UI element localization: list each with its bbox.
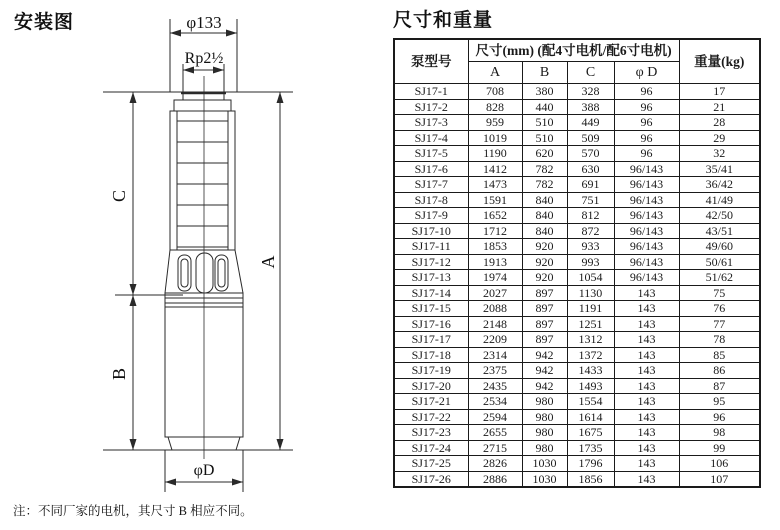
table-cell: 77 bbox=[679, 316, 760, 332]
table-cell: 42/50 bbox=[679, 208, 760, 224]
table-cell: 993 bbox=[567, 254, 614, 270]
table-cell: 96/143 bbox=[614, 192, 679, 208]
table-cell: 143 bbox=[614, 363, 679, 379]
table-cell: 35/41 bbox=[679, 161, 760, 177]
table-cell: 1030 bbox=[522, 456, 567, 472]
table-row bbox=[394, 347, 760, 363]
table-row bbox=[394, 440, 760, 456]
table-row bbox=[394, 208, 760, 224]
table-cell: SJ17-23 bbox=[394, 425, 468, 441]
table-cell: 1054 bbox=[567, 270, 614, 286]
table-cell: 95 bbox=[679, 394, 760, 410]
table-cell: 41/49 bbox=[679, 192, 760, 208]
table-cell: 1251 bbox=[567, 316, 614, 332]
table-cell: 143 bbox=[614, 456, 679, 472]
table-cell: 99 bbox=[679, 440, 760, 456]
table-cell: 570 bbox=[567, 146, 614, 162]
table-cell: 2027 bbox=[468, 285, 522, 301]
table-cell: 143 bbox=[614, 347, 679, 363]
table-cell: 1554 bbox=[567, 394, 614, 410]
table-cell: SJ17-9 bbox=[394, 208, 468, 224]
table-cell: 143 bbox=[614, 378, 679, 394]
table-cell: SJ17-20 bbox=[394, 378, 468, 394]
table-cell: 2826 bbox=[468, 456, 522, 472]
table-cell: 1030 bbox=[522, 471, 567, 487]
table-cell: 897 bbox=[522, 301, 567, 317]
installation-diagram bbox=[0, 0, 390, 525]
table-cell: 2594 bbox=[468, 409, 522, 425]
table-cell: SJ17-24 bbox=[394, 440, 468, 456]
table-cell: SJ17-22 bbox=[394, 409, 468, 425]
table-cell: 78 bbox=[679, 332, 760, 348]
table-cell: SJ17-26 bbox=[394, 471, 468, 487]
table-row bbox=[394, 223, 760, 239]
table-row bbox=[394, 161, 760, 177]
table-cell: 96 bbox=[614, 146, 679, 162]
table-cell: 43/51 bbox=[679, 223, 760, 239]
table-cell: 96/143 bbox=[614, 239, 679, 255]
table-cell: 96 bbox=[679, 409, 760, 425]
table-cell: 872 bbox=[567, 223, 614, 239]
table-cell: 96 bbox=[614, 99, 679, 115]
dimensions-weight-title: 尺寸和重量 bbox=[393, 10, 494, 31]
table-cell: 840 bbox=[522, 208, 567, 224]
table-cell: 1191 bbox=[567, 301, 614, 317]
table-row bbox=[394, 177, 760, 193]
table-cell: 1913 bbox=[468, 254, 522, 270]
table-cell: 933 bbox=[567, 239, 614, 255]
header-dim-d: φ D bbox=[614, 62, 679, 84]
table-cell: 897 bbox=[522, 316, 567, 332]
table-cell: 942 bbox=[522, 363, 567, 379]
table-cell: 96 bbox=[614, 130, 679, 146]
table-cell: 2314 bbox=[468, 347, 522, 363]
table-row bbox=[394, 378, 760, 394]
table-cell: 17 bbox=[679, 84, 760, 100]
header-model: 泵型号 bbox=[394, 39, 468, 84]
table-cell: SJ17-13 bbox=[394, 270, 468, 286]
table-cell: 96/143 bbox=[614, 208, 679, 224]
table-cell: 2886 bbox=[468, 471, 522, 487]
table-cell: 143 bbox=[614, 316, 679, 332]
table-cell: SJ17-17 bbox=[394, 332, 468, 348]
table-cell: 942 bbox=[522, 347, 567, 363]
table-cell: 620 bbox=[522, 146, 567, 162]
table-cell: 96 bbox=[614, 84, 679, 100]
table-cell: SJ17-3 bbox=[394, 115, 468, 131]
table-row bbox=[394, 363, 760, 379]
table-cell: SJ17-5 bbox=[394, 146, 468, 162]
table-cell: 1312 bbox=[567, 332, 614, 348]
table-row bbox=[394, 425, 760, 441]
table-cell: 143 bbox=[614, 332, 679, 348]
dim-label-top-diameter: φ133 bbox=[186, 13, 222, 32]
table-cell: SJ17-12 bbox=[394, 254, 468, 270]
table-cell: 1675 bbox=[567, 425, 614, 441]
table-cell: 840 bbox=[522, 223, 567, 239]
table-cell: 106 bbox=[679, 456, 760, 472]
table-cell: 2375 bbox=[468, 363, 522, 379]
table-cell: 980 bbox=[522, 394, 567, 410]
table-row bbox=[394, 115, 760, 131]
table-cell: 840 bbox=[522, 192, 567, 208]
table-cell: SJ17-15 bbox=[394, 301, 468, 317]
table-cell: 143 bbox=[614, 409, 679, 425]
table-cell: 87 bbox=[679, 378, 760, 394]
pump-drawing bbox=[0, 0, 390, 525]
table-cell: 510 bbox=[522, 115, 567, 131]
table-cell: SJ17-11 bbox=[394, 239, 468, 255]
table-cell: 1614 bbox=[567, 409, 614, 425]
table-cell: 1712 bbox=[468, 223, 522, 239]
table-cell: 1853 bbox=[468, 239, 522, 255]
table-cell: 96 bbox=[614, 115, 679, 131]
table-cell: 96/143 bbox=[614, 254, 679, 270]
table-row bbox=[394, 456, 760, 472]
table-row bbox=[394, 471, 760, 487]
table-cell: 1796 bbox=[567, 456, 614, 472]
table-cell: 328 bbox=[567, 84, 614, 100]
table-cell: 143 bbox=[614, 301, 679, 317]
table-cell: 2435 bbox=[468, 378, 522, 394]
table-cell: 75 bbox=[679, 285, 760, 301]
table-cell: 980 bbox=[522, 409, 567, 425]
table-cell: 812 bbox=[567, 208, 614, 224]
table-cell: SJ17-21 bbox=[394, 394, 468, 410]
table-cell: 782 bbox=[522, 177, 567, 193]
table-cell: 28 bbox=[679, 115, 760, 131]
table-cell: 942 bbox=[522, 378, 567, 394]
table-cell: 509 bbox=[567, 130, 614, 146]
table-cell: 50/61 bbox=[679, 254, 760, 270]
dim-label-c: C bbox=[109, 189, 129, 203]
table-cell: SJ17-2 bbox=[394, 99, 468, 115]
table-cell: 1473 bbox=[468, 177, 522, 193]
table-cell: 449 bbox=[567, 115, 614, 131]
table-cell: 388 bbox=[567, 99, 614, 115]
table-row bbox=[394, 99, 760, 115]
table-cell: SJ17-8 bbox=[394, 192, 468, 208]
table-cell: SJ17-14 bbox=[394, 285, 468, 301]
table-cell: 96/143 bbox=[614, 270, 679, 286]
table-cell: 920 bbox=[522, 239, 567, 255]
table-row bbox=[394, 192, 760, 208]
table-cell: 2148 bbox=[468, 316, 522, 332]
table-cell: 630 bbox=[567, 161, 614, 177]
table-cell: 440 bbox=[522, 99, 567, 115]
table-cell: 959 bbox=[468, 115, 522, 131]
dim-label-b: B bbox=[109, 367, 129, 381]
table-cell: 2715 bbox=[468, 440, 522, 456]
table-row bbox=[394, 130, 760, 146]
table-cell: 1019 bbox=[468, 130, 522, 146]
table-cell: 107 bbox=[679, 471, 760, 487]
table-cell: 96/143 bbox=[614, 161, 679, 177]
spec-table-body bbox=[394, 84, 760, 488]
table-cell: 691 bbox=[567, 177, 614, 193]
table-cell: 143 bbox=[614, 394, 679, 410]
table-cell: SJ17-10 bbox=[394, 223, 468, 239]
spec-table-header bbox=[394, 39, 760, 84]
table-row bbox=[394, 301, 760, 317]
table-cell: 143 bbox=[614, 285, 679, 301]
header-size-group: 尺寸(mm) (配4寸电机/配6寸电机) bbox=[468, 39, 679, 62]
table-cell: SJ17-16 bbox=[394, 316, 468, 332]
table-cell: 1735 bbox=[567, 440, 614, 456]
table-cell: 143 bbox=[614, 471, 679, 487]
dim-label-a: A bbox=[258, 255, 278, 269]
header-dim-a: A bbox=[468, 62, 522, 84]
table-cell: SJ17-19 bbox=[394, 363, 468, 379]
table-cell: 98 bbox=[679, 425, 760, 441]
table-cell: 1974 bbox=[468, 270, 522, 286]
table-cell: 1493 bbox=[567, 378, 614, 394]
table-row bbox=[394, 84, 760, 100]
table-cell: 1130 bbox=[567, 285, 614, 301]
table-cell: 143 bbox=[614, 440, 679, 456]
dim-label-bottom-diameter: φD bbox=[193, 462, 215, 479]
table-cell: 708 bbox=[468, 84, 522, 100]
spec-table bbox=[393, 38, 761, 488]
table-cell: 36/42 bbox=[679, 177, 760, 193]
header-dim-b: B bbox=[522, 62, 567, 84]
header-dim-c: C bbox=[567, 62, 614, 84]
table-cell: 980 bbox=[522, 440, 567, 456]
table-cell: 29 bbox=[679, 130, 760, 146]
table-cell: 1856 bbox=[567, 471, 614, 487]
table-cell: 510 bbox=[522, 130, 567, 146]
table-cell: 21 bbox=[679, 99, 760, 115]
table-cell: 143 bbox=[614, 425, 679, 441]
table-cell: 920 bbox=[522, 254, 567, 270]
table-cell: 96/143 bbox=[614, 177, 679, 193]
table-cell: 1433 bbox=[567, 363, 614, 379]
table-cell: 49/60 bbox=[679, 239, 760, 255]
table-row bbox=[394, 394, 760, 410]
table-cell: 86 bbox=[679, 363, 760, 379]
table-row bbox=[394, 254, 760, 270]
table-cell: 920 bbox=[522, 270, 567, 286]
table-cell: 76 bbox=[679, 301, 760, 317]
table-cell: 2209 bbox=[468, 332, 522, 348]
table-cell: SJ17-25 bbox=[394, 456, 468, 472]
header-weight: 重量(kg) bbox=[679, 39, 760, 84]
table-cell: SJ17-7 bbox=[394, 177, 468, 193]
table-row bbox=[394, 239, 760, 255]
table-cell: 1412 bbox=[468, 161, 522, 177]
table-cell: 380 bbox=[522, 84, 567, 100]
table-cell: 751 bbox=[567, 192, 614, 208]
table-cell: 828 bbox=[468, 99, 522, 115]
table-cell: 1591 bbox=[468, 192, 522, 208]
table-row bbox=[394, 316, 760, 332]
table-cell: 980 bbox=[522, 425, 567, 441]
table-row bbox=[394, 285, 760, 301]
table-row bbox=[394, 146, 760, 162]
table-row bbox=[394, 332, 760, 348]
table-cell: 51/62 bbox=[679, 270, 760, 286]
footnote: 注：不同厂家的电机，其尺寸 B 相应不同。 bbox=[13, 504, 253, 518]
table-row bbox=[394, 270, 760, 286]
table-cell: 2534 bbox=[468, 394, 522, 410]
table-cell: 2088 bbox=[468, 301, 522, 317]
table-cell: SJ17-6 bbox=[394, 161, 468, 177]
table-cell: 32 bbox=[679, 146, 760, 162]
table-cell: SJ17-1 bbox=[394, 84, 468, 100]
table-cell: 85 bbox=[679, 347, 760, 363]
table-cell: 1190 bbox=[468, 146, 522, 162]
table-cell: 2655 bbox=[468, 425, 522, 441]
table-cell: 1372 bbox=[567, 347, 614, 363]
dim-label-thread: Rp2½ bbox=[184, 50, 224, 67]
installation-diagram-title: 安装图 bbox=[14, 12, 75, 33]
table-cell: 1652 bbox=[468, 208, 522, 224]
table-cell: 96/143 bbox=[614, 223, 679, 239]
table-cell: SJ17-4 bbox=[394, 130, 468, 146]
table-cell: 897 bbox=[522, 285, 567, 301]
table-cell: 897 bbox=[522, 332, 567, 348]
table-cell: SJ17-18 bbox=[394, 347, 468, 363]
table-row bbox=[394, 409, 760, 425]
table-cell: 782 bbox=[522, 161, 567, 177]
